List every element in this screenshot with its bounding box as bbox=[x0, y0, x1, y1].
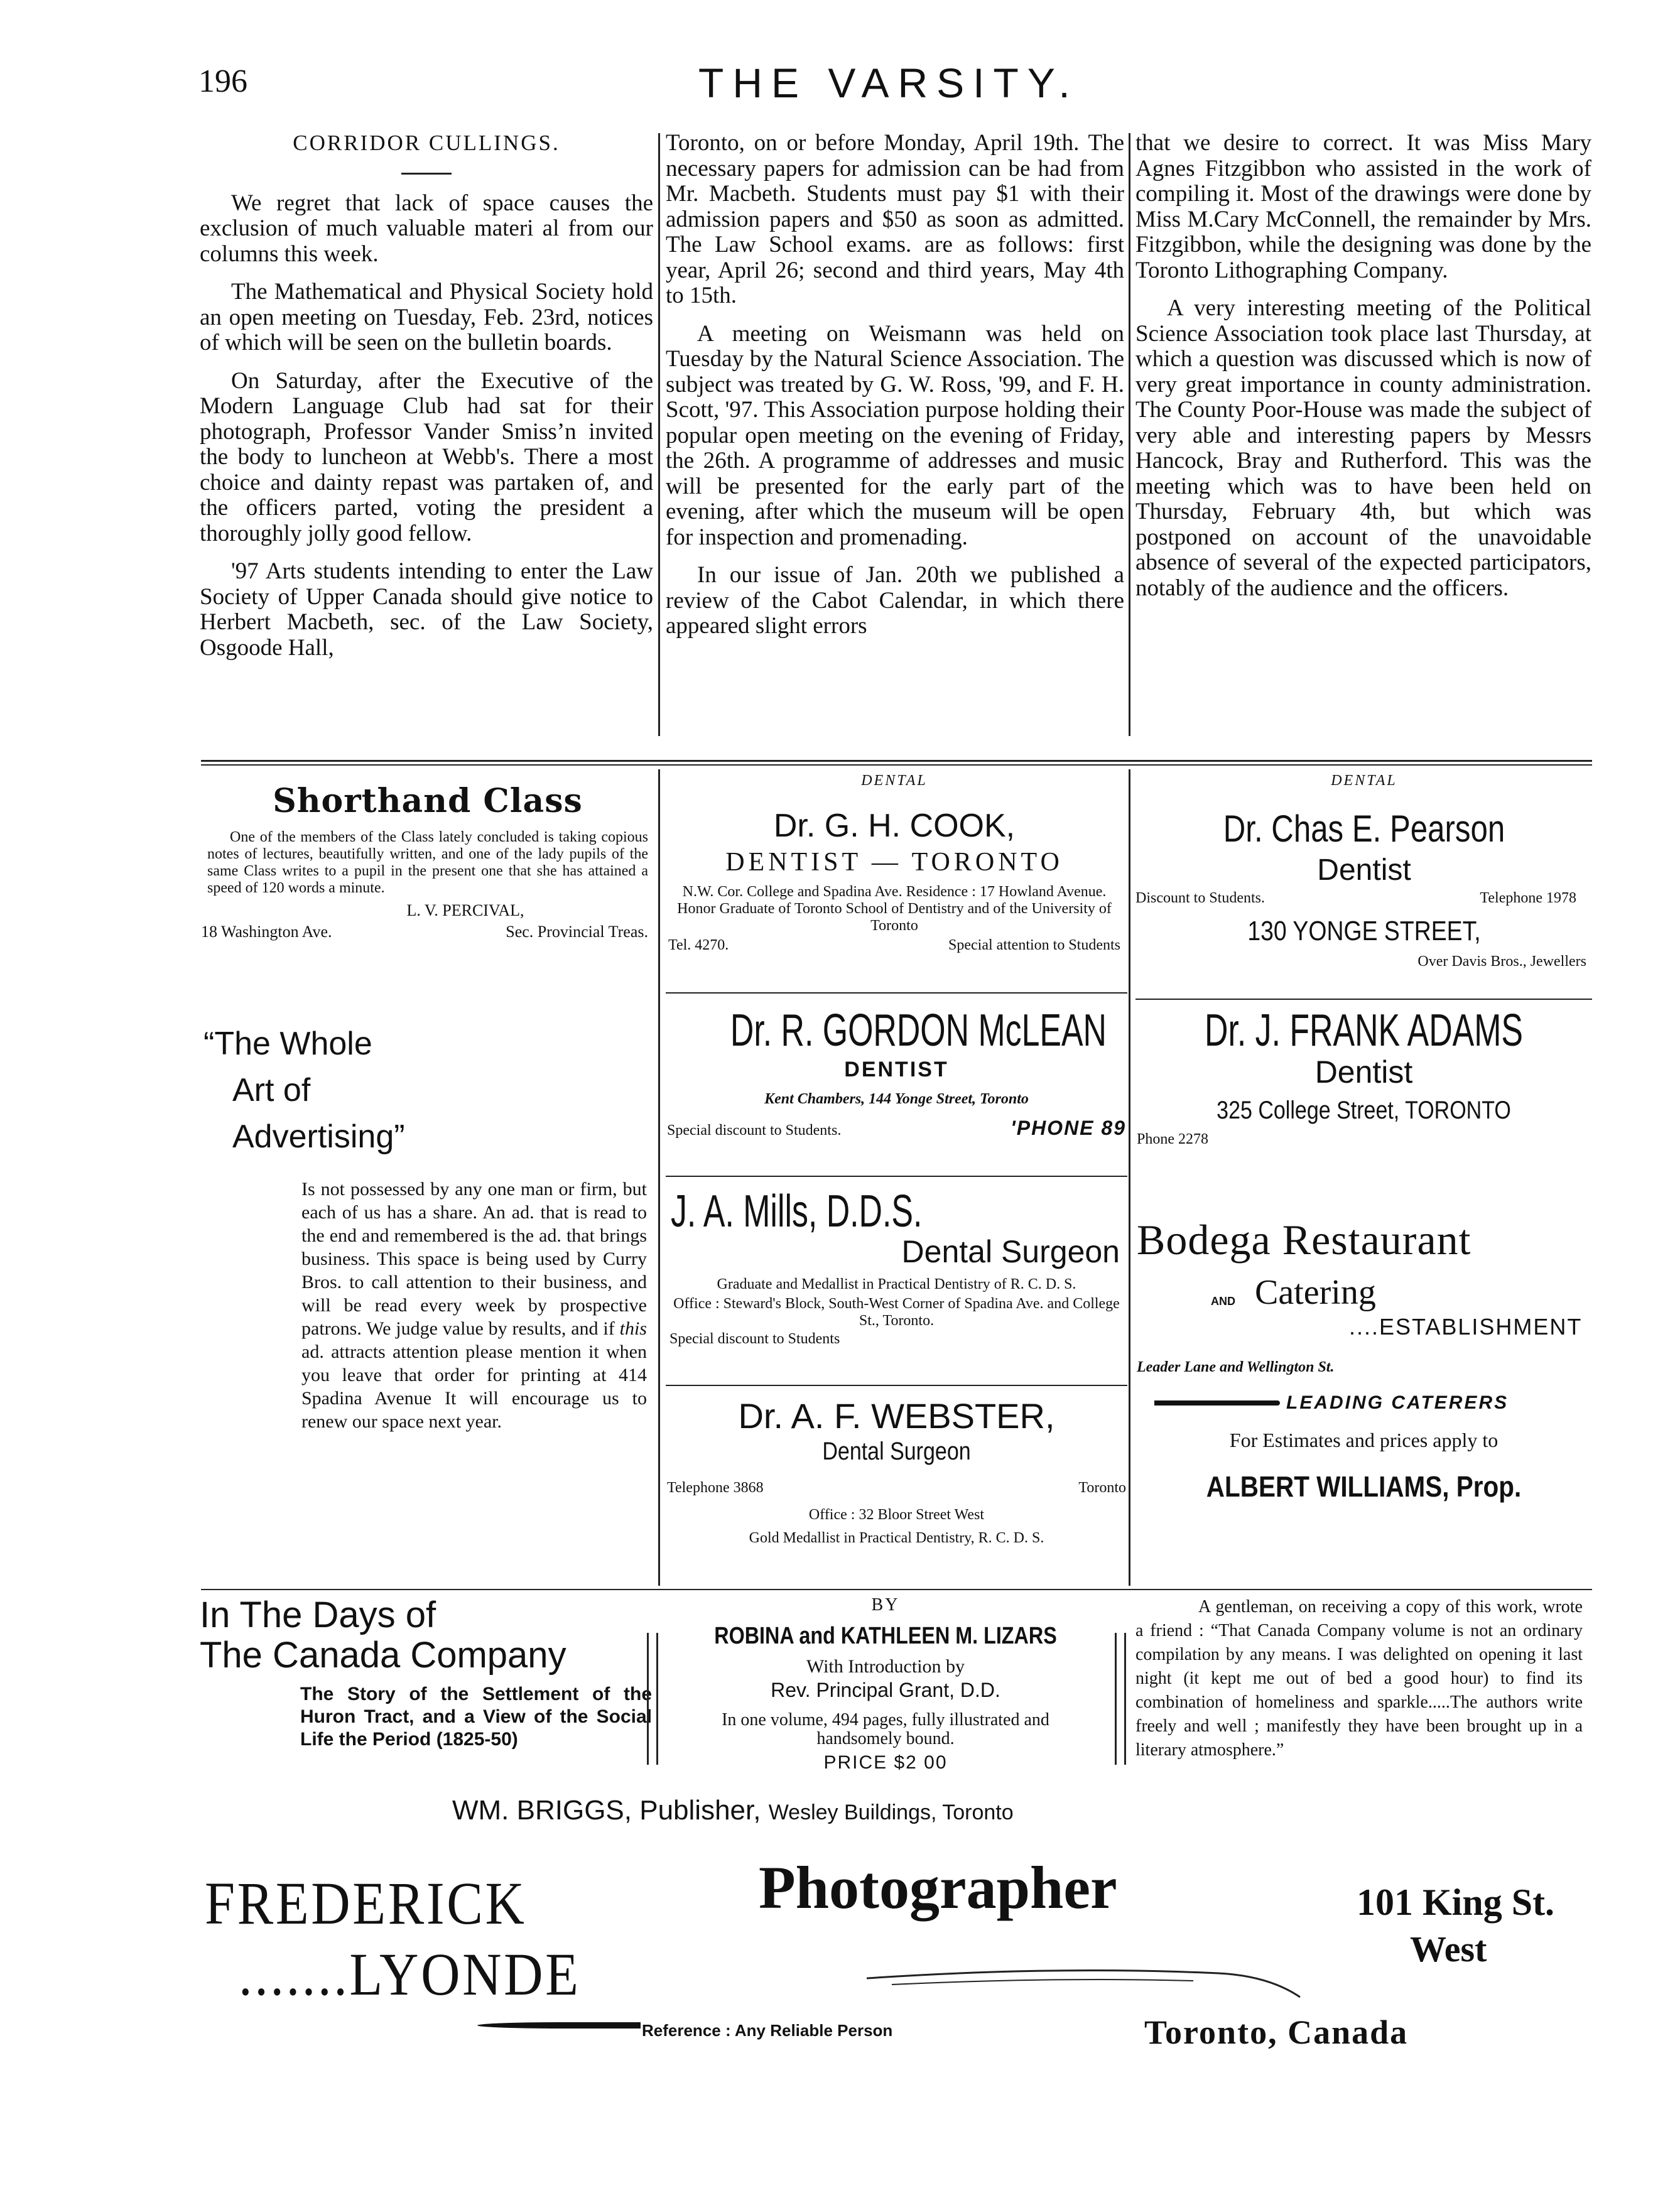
section-label: DENTAL bbox=[1331, 772, 1397, 789]
mclean-address: Kent Chambers, 144 Yonge Street, Toronto bbox=[764, 1091, 1029, 1107]
canada-quote: A gentleman, on receiving a copy of this work, wrote a friend : “That Canada Company volume is not an ordinary compilation by any means. I was delighted on opening it last night (it kept me out of bed a good hour) to find its combination of homeliness and sparkle.....The authors write freely and well ; manifestly they have been brought up in a literary atmosphere.” bbox=[1135, 1597, 1583, 1760]
mills-ad bbox=[666, 1186, 1127, 1348]
pearson-discount: Discount to Students. bbox=[1135, 890, 1265, 906]
whole-art-ad bbox=[201, 1021, 654, 1433]
lyonde-photographer: Photographer bbox=[759, 1854, 1117, 1921]
shorthand-address: 18 Washington Ave. bbox=[201, 923, 332, 941]
article-column-2 bbox=[666, 131, 1124, 652]
mills-role: Dental Surgeon bbox=[901, 1234, 1120, 1269]
webster-role: Dental Surgeon bbox=[822, 1438, 971, 1465]
canada-publisher: WM. BRIGGS, Publisher, bbox=[452, 1795, 761, 1826]
canada-by: BY bbox=[871, 1595, 900, 1615]
pearson-street: 130 YONGE STREET, bbox=[1247, 916, 1481, 946]
whole-art-body bbox=[301, 1178, 647, 1433]
section-rule bbox=[201, 764, 1592, 766]
mills-discount: Special discount to Students bbox=[669, 1331, 840, 1347]
cook-address: N.W. Cor. College and Spadina Ave. Residence : 17 Howland Avenue. bbox=[682, 884, 1107, 900]
mclean-name: Dr. R. GORDON McLEAN bbox=[730, 1005, 1107, 1056]
section-label: DENTAL bbox=[861, 772, 928, 789]
ad-divider bbox=[1129, 769, 1130, 1586]
page-number: 196 bbox=[198, 63, 247, 99]
body-emphasis: this bbox=[619, 1318, 647, 1339]
shorthand-title: Shorthand Class bbox=[273, 782, 583, 820]
canada-title-1: In The Days of bbox=[200, 1595, 436, 1635]
paragraph: The Mathematical and Physical Society hold an open meeting on Tuesday, Feb. 23rd, notices of which will be seen on the bulletin boards. bbox=[200, 279, 653, 355]
adams-phone: Phone 2278 bbox=[1137, 1131, 1208, 1147]
mclean-discount: Special discount to Students. bbox=[667, 1122, 842, 1139]
bodega-name: Bodega Restaurant bbox=[1137, 1216, 1471, 1264]
adams-name: Dr. J. FRANK ADAMS bbox=[1205, 1005, 1523, 1056]
masthead: THE VARSITY. bbox=[698, 60, 1079, 106]
whole-art-title-3: Advertising” bbox=[232, 1119, 405, 1155]
bodega-establishment: ....ESTABLISHMENT bbox=[1349, 1314, 1583, 1340]
cook-tel: Tel. 4270. bbox=[668, 937, 729, 953]
pearson-role: Dentist bbox=[1317, 853, 1411, 887]
canada-description: The Story of the Settlement of the Huron Tract, and a View of the Social Life the Period (1825-50) bbox=[300, 1684, 652, 1750]
webster-medal: Gold Medallist in Practical Dentistry, R. C. D. S. bbox=[749, 1530, 1044, 1546]
canada-authors: ROBINA and KATHLEEN M. LIZARS bbox=[714, 1623, 1057, 1649]
cook-name: Dr. G. H. COOK, bbox=[773, 808, 1016, 844]
cook-special: Special attention to Students bbox=[948, 937, 1120, 953]
mclean-phone: 'PHONE 89 bbox=[1011, 1117, 1126, 1139]
adams-role: Dentist bbox=[1314, 1054, 1413, 1090]
decorative-swash bbox=[477, 2022, 641, 2029]
canada-volume: In one volume, 494 pages, fully illustrated and handsomely bound. bbox=[722, 1710, 1049, 1748]
paragraph: On Saturday, after the Executive of the Modern Language Club had sat for their photograph, Professor Vander Smiss’n invited the body to luncheon at Webb's. There a most choice and dainty repast was partaken of, and the officers parted, voting the president a thoroughly jolly good fellow. bbox=[200, 367, 653, 546]
lyonde-name-1: FREDERICK bbox=[205, 1870, 527, 1937]
section-rule bbox=[201, 760, 1592, 762]
pearson-tel: Telephone 1978 bbox=[1480, 890, 1576, 906]
webster-ad bbox=[666, 1395, 1127, 1547]
bodega-leading: LEADING CATERERS bbox=[1286, 1392, 1509, 1413]
canada-intro-2: Rev. Principal Grant, D.D. bbox=[771, 1679, 1000, 1701]
bodega-estimates: For Estimates and prices apply to bbox=[1229, 1429, 1498, 1451]
lyonde-reference: Reference : Any Reliable Person bbox=[642, 2021, 893, 2040]
bodega-prop: ALBERT WILLIAMS, Prop. bbox=[1206, 1470, 1522, 1503]
section-heading: CORRIDOR CULLINGS. bbox=[293, 131, 560, 155]
mills-name: J. A. Mills, D.D.S. bbox=[671, 1186, 923, 1237]
paragraph: A very interesting meeting of the Political Science Association took place last Thursday, at which a question was discussed which is now of very great importance in county administration. The County Poor-House was made the subject of very able and interesting papers by Messrs Hancock, Bray and Rutherford. This was the meeting which was to have been held on Thursday, February 4th, but which was postponed on account of the unavoidable absence of several of the expected participators, notably of the audience and the officers. bbox=[1135, 295, 1591, 601]
whole-art-title-1: “The Whole bbox=[203, 1026, 372, 1062]
pearson-over: Over Davis Bros., Jewellers bbox=[1417, 953, 1586, 970]
shorthand-name: L. V. PERCIVAL, bbox=[406, 901, 524, 919]
ad-rule bbox=[666, 1385, 1127, 1386]
pearson-name: Dr. Chas E. Pearson bbox=[1223, 808, 1505, 850]
shorthand-role: Sec. Provincial Treas. bbox=[506, 923, 648, 941]
body-text: Is not possessed by any one man or firm, but each of us has a share. An ad. that is read to the end and remembered is the ad. that brings business. This space is being used by Curry Bros. to call attention to their business, and will be read every week by prospective patrons. We judge value by results, and if bbox=[301, 1179, 647, 1339]
section-rule bbox=[201, 1589, 1592, 1590]
canada-company-center bbox=[666, 1595, 1105, 1774]
article-column-3 bbox=[1135, 131, 1591, 614]
mills-grad: Graduate and Medallist in Practical Dentistry of R. C. D. S. bbox=[717, 1276, 1076, 1292]
lyonde-city: Toronto, Canada bbox=[1144, 2013, 1409, 2051]
canada-title-2: The Canada Company bbox=[200, 1635, 566, 1676]
canada-price: PRICE $2 00 bbox=[823, 1752, 948, 1773]
paragraph: We regret that lack of space causes the exclusion of much valuable materi al from our columns this week. bbox=[200, 190, 653, 267]
canada-intro-1: With Introduction by bbox=[806, 1656, 965, 1677]
ad-rule bbox=[1135, 999, 1592, 1000]
ad-rule bbox=[666, 992, 1127, 994]
bodega-ad bbox=[1135, 1215, 1592, 1503]
webster-city: Toronto bbox=[1078, 1480, 1126, 1496]
paragraph: Toronto, on or before Monday, April 19th. The necessary papers for admission can be had from Mr. Macbeth. Students must pay $1 with their admission papers and $50 as soon as admitted. The Law School exams. are as follows: first year, April 26; second and third years, May 4th to 15th. bbox=[666, 130, 1124, 308]
webster-office: Office : 32 Bloor Street West bbox=[808, 1507, 985, 1523]
canada-publisher-address: Wesley Buildings, Toronto bbox=[768, 1801, 1014, 1824]
whole-art-title-2: Art of bbox=[232, 1072, 311, 1108]
adams-address: 325 College Street, TORONTO bbox=[1217, 1097, 1511, 1124]
canada-company-left bbox=[200, 1595, 664, 1751]
paragraph: A meeting on Weismann was held on Tuesday by the Natural Science Association. The subject was treated by G. W. Ross, '99, and F. H. Scott, '97. This Association purpose holding their popular open meeting on the evening of Friday, the 26th. A programme of addresses and music will be presented for the early part of the evening, after which the museum will be open for inspection and promenading. bbox=[666, 320, 1124, 550]
ad-divider bbox=[658, 769, 660, 1586]
paragraph: '97 Arts students intending to enter the Law Society of Upper Canada should give notice to Herbert Macbeth, sec. of the Law Society, Osgoode Hall, bbox=[200, 558, 653, 661]
decorative-bracket bbox=[1115, 1633, 1126, 1765]
lyonde-name-2: .......LYONDE bbox=[239, 1941, 581, 2008]
bodega-address: Leader Lane and Wellington St. bbox=[1137, 1359, 1335, 1375]
pearson-ad bbox=[1135, 772, 1593, 970]
canada-publisher-line bbox=[452, 1795, 1014, 1826]
cook-ad bbox=[666, 772, 1123, 954]
heading-rule bbox=[401, 173, 452, 175]
webster-tel: Telephone 3868 bbox=[667, 1480, 764, 1496]
body-text: ad. attracts attention please mention it when you leave that order for printing at 414 Spadina Avenue It will encourage us to renew our space next year. bbox=[301, 1341, 647, 1432]
bodega-catering: Catering bbox=[1255, 1273, 1376, 1312]
decorative-flourish bbox=[867, 1959, 1306, 2003]
mclean-ad bbox=[666, 1005, 1127, 1140]
shorthand-ad bbox=[201, 776, 654, 941]
column-divider bbox=[1129, 133, 1130, 736]
paragraph: that we desire to correct. It was Miss Mary Agnes Fitzgibbon who assisted in the work of compiling it. Most of the drawings were done by Miss M.Cary McConnell, the remainder by Mrs. Fitzgibbon, while the designing was done by the Toronto Lithographing Company. bbox=[1135, 130, 1591, 283]
paragraph: In our issue of Jan. 20th we published a review of the Cabot Calendar, in which there appeared slight errors bbox=[666, 562, 1124, 639]
webster-name: Dr. A. F. WEBSTER, bbox=[738, 1396, 1055, 1436]
shorthand-body: One of the members of the Class lately concluded is taking copious notes of lectures, beautifully written, and one of the lady pupils of the same Class writes to a pupil in the present one that she has attained a speed of 120 words a minute. bbox=[207, 829, 648, 896]
adams-ad bbox=[1135, 1005, 1592, 1148]
decorative-swash bbox=[1154, 1400, 1280, 1406]
ad-rule bbox=[666, 1176, 1127, 1177]
article-column-1 bbox=[200, 131, 653, 673]
mills-office: Office : Steward's Block, South-West Corner of Spadina Ave. and College St., Toronto. bbox=[673, 1296, 1120, 1329]
lyonde-address-1: 101 King St. bbox=[1357, 1882, 1555, 1923]
cook-line2: DENTIST — TORONTO bbox=[725, 848, 1063, 877]
column-divider bbox=[658, 133, 660, 736]
bodega-and: AND bbox=[1211, 1295, 1235, 1308]
decorative-bracket bbox=[647, 1633, 658, 1765]
lyonde-address-2: West bbox=[1410, 1929, 1487, 1969]
mclean-role: DENTIST bbox=[844, 1058, 949, 1081]
cook-honor: Honor Graduate of Toronto School of Dentistry and of the University of Toronto bbox=[677, 901, 1112, 934]
